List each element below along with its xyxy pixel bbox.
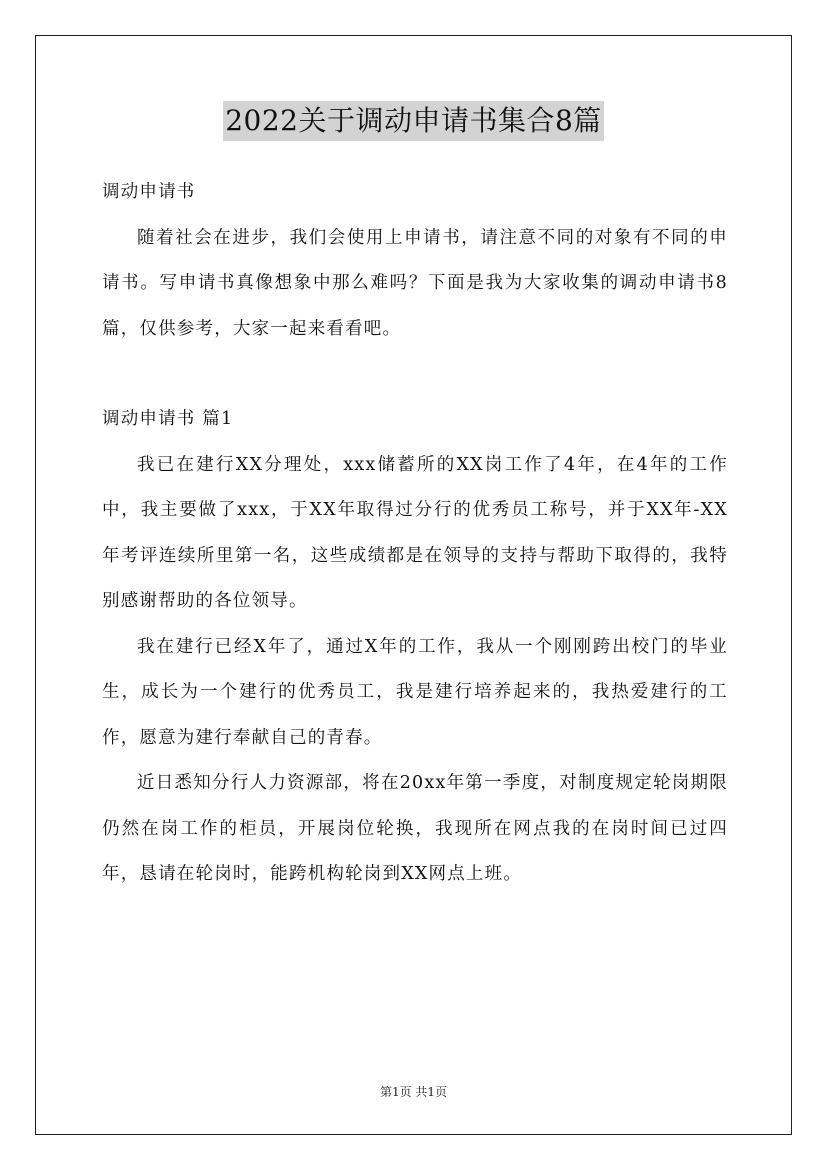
section-heading: 调动申请书 篇1 xyxy=(102,409,234,429)
document-title: 2022关于调动申请书集合8篇 xyxy=(223,101,604,141)
body-paragraph-2: 我在建行已经X年了，通过X年的工作，我从一个刚刚跨出校门的毕业生，成长为一个建行的优秀员工，我是建行培养起来的，我热爱建行的工作，愿意为建行奉献自己的青春。 xyxy=(102,636,728,748)
intro-heading: 调动申请书 xyxy=(102,182,196,202)
title-container xyxy=(0,101,827,141)
section-gap xyxy=(102,352,728,397)
body-paragraph-1: 我已在建行XX分理处，xxx储蓄所的XX岗工作了4年，在4年的工作中，我主要做了xxx，于XX年取得过分行的优秀员工称号，并于XX年-XX年考评连续所里第一名，这些成绩都是在领导的支持与帮助下取得的，我特别感谢帮助的各位领导。 xyxy=(102,454,728,611)
body-paragraph-3: 近日悉知分行人力资源部，将在20xx年第一季度，对制度规定轮岗期限仍然在岗工作的柜员，开展岗位轮换，我现所在网点我的在岗时间已过四年，恳请在轮岗时，能跨机构轮岗到XX网点上班。 xyxy=(102,773,728,884)
document-body xyxy=(102,170,728,898)
intro-paragraph: 随着社会在进步，我们会使用上申请书，请注意不同的对象有不同的申请书。写申请书真像想象中那么难吗？下面是我为大家收集的调动申请书8篇，仅供参考，大家一起来看看吧。 xyxy=(102,227,728,339)
page-footer: 第1页 共1页 xyxy=(379,1085,448,1099)
